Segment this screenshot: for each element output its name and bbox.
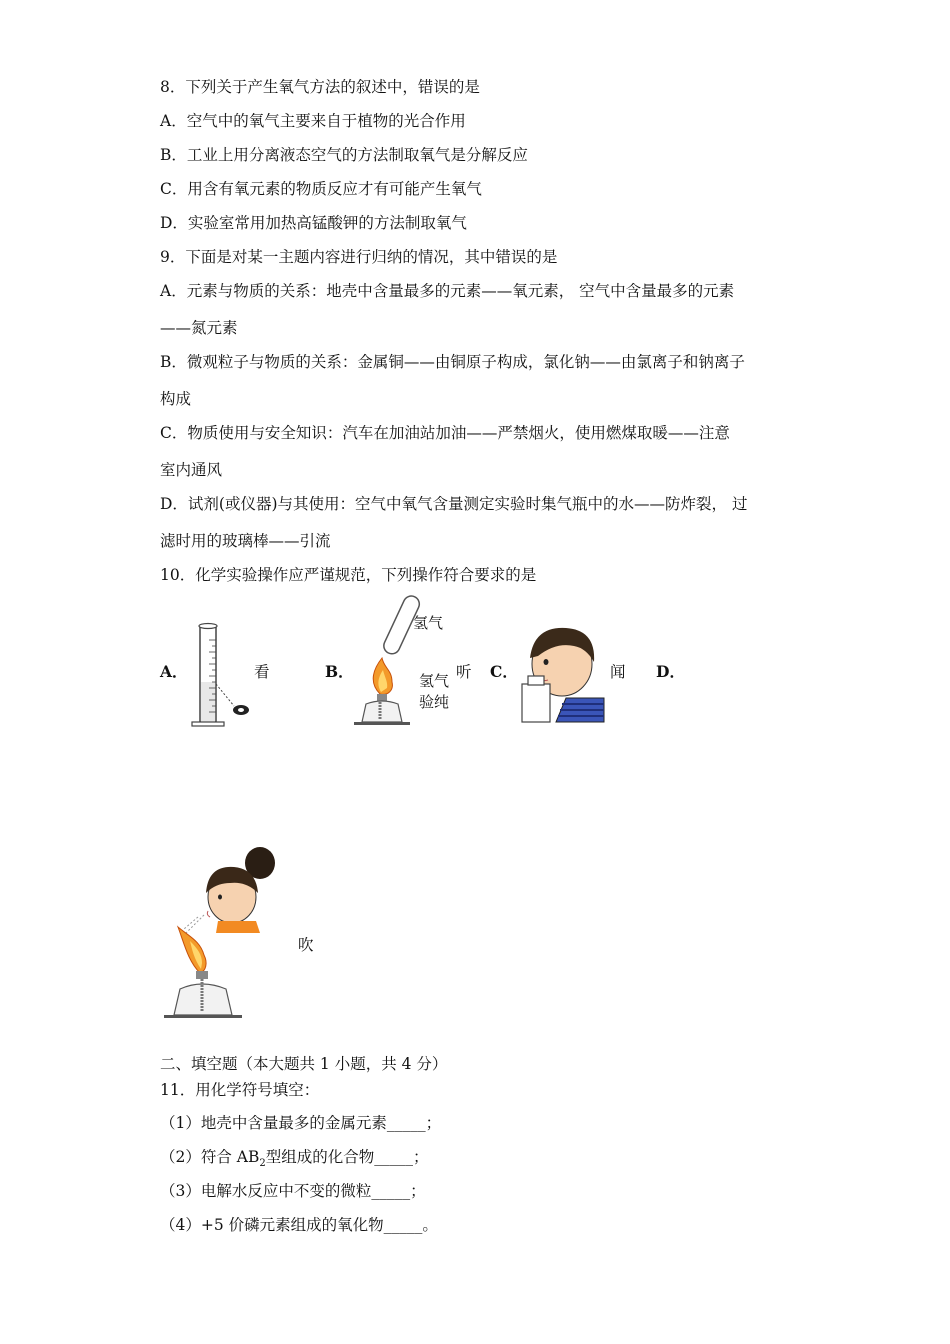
q10-option-a-label: A．	[160, 662, 188, 681]
q9-option-c-line1: C．物质使用与安全知识：汽车在加油站加油——严禁烟火，使用燃煤取暖——注意	[160, 424, 730, 442]
graduated-cylinder-figure	[186, 620, 256, 730]
q8-option-c: C．用含有氧元素的物质反应才有可能产生氧气	[160, 180, 482, 198]
q9-option-b-line2: 构成	[160, 390, 192, 408]
q8-stem: 8．下列关于产生氧气方法的叙述中，错误的是	[160, 78, 480, 96]
hydrogen-label-1: 氢气	[413, 614, 444, 632]
q9-option-d-line2: 滤时用的玻璃棒——引流	[160, 532, 331, 550]
q9-option-a-line2: ——氮元素	[160, 319, 238, 337]
q11-item-2-post: 型组成的化合物_____；	[265, 1148, 429, 1166]
q10-caption-c: 闻	[610, 663, 626, 681]
q8-option-a: A．空气中的氧气主要来自于植物的光合作用	[160, 112, 466, 130]
purity-test-label: 验纯	[419, 693, 450, 711]
q11-item-4: （4）+5 价磷元素组成的氧化物_____。	[160, 1216, 438, 1234]
q11-item-3: （3）电解水反应中不变的微粒_____；	[160, 1182, 426, 1200]
q11-item-1: （1）地壳中含量最多的金属元素_____；	[160, 1114, 442, 1132]
q10-caption-d: 吹	[298, 936, 314, 954]
q9-option-a-line1: A．元素与物质的关系：地壳中含量最多的元素——氧元素， 空气中含量最多的元素	[160, 282, 735, 300]
q9-option-d-line1: D．试剂(或仪器)与其使用：空气中氧气含量测定实验时集气瓶中的水——防炸裂， 过	[160, 495, 748, 513]
q10-option-b-label: B．	[325, 662, 354, 681]
hydrogen-label-2: 氢气	[419, 672, 450, 690]
blowing-girl-figure	[160, 845, 280, 1023]
q11-item-2-sub: 2	[259, 1158, 266, 1170]
q10-stem: 10．化学实验操作应严谨规范，下列操作符合要求的是	[160, 566, 537, 584]
q9-option-c-line2: 室内通风	[160, 461, 223, 479]
q10-option-d-label: D．	[656, 662, 685, 681]
q10-caption-a: 看	[254, 663, 270, 681]
q11-item-2-pre: （2）符合 AB	[160, 1148, 260, 1166]
q11-stem: 11．用化学符号填空：	[160, 1081, 320, 1099]
section2-title: 二、填空题（本大题共 1 小题，共 4 分）	[160, 1055, 448, 1073]
q10-caption-b: 听	[456, 663, 472, 681]
smelling-boy-figure	[516, 618, 608, 726]
q8-option-b: B．工业上用分离液态空气的方法制取氧气是分解反应	[160, 146, 528, 164]
q10-option-c-label: C．	[490, 662, 518, 681]
q11-item-2	[160, 1147, 429, 1174]
q8-option-d: D．实验室常用加热高锰酸钾的方法制取氧气	[160, 214, 467, 232]
q9-option-b-line1: B．微观粒子与物质的关系：金属铜——由铜原子构成，氯化钠——由氯离子和钠离子	[160, 353, 745, 371]
q9-stem: 9．下面是对某一主题内容进行归纳的情况，其中错误的是	[160, 248, 558, 266]
